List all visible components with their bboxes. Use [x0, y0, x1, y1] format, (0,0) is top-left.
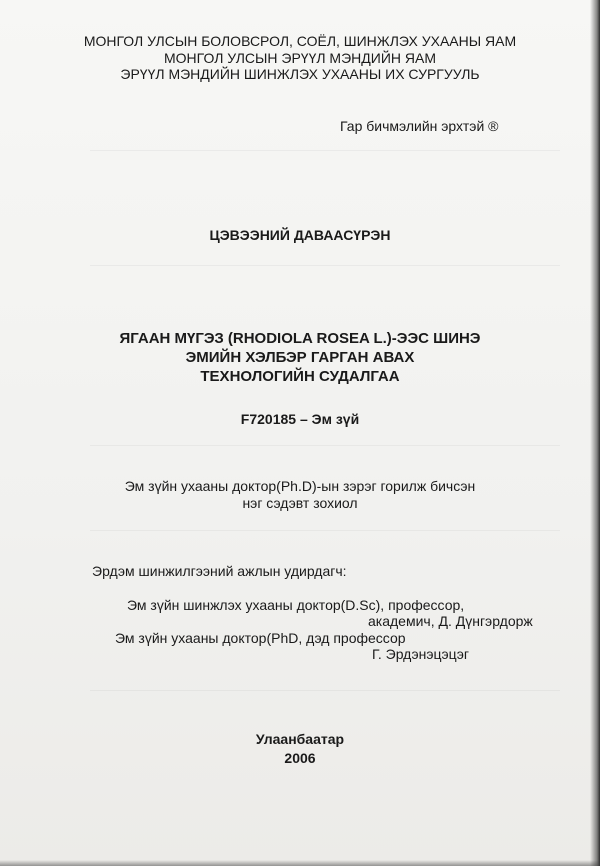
copyright-note: Гар бичмэлийн эрхтэй ®: [340, 118, 499, 134]
supervisor-1-title: Эм зүйн шинжлэх ухааны доктор(D.Sc), профессор,: [127, 597, 465, 613]
header-university: ЭРҮҮЛ МЭНДИЙН ШИНЖЛЭХ УХААНЫ ИХ СУРГУУЛЬ: [120, 66, 480, 82]
supervisor-1-name: академич, Д. Дүнгэрдорж: [368, 613, 533, 629]
title-line-2: ЭМИЙН ХЭЛБЭР ГАРГАН АВАХ: [185, 349, 415, 366]
author-name: ЦЭВЭЭНИЙ ДАВААСҮРЭН: [209, 227, 391, 243]
year: 2006: [284, 750, 316, 766]
supervisors-heading: Эрдэм шинжилгээний ажлын удирдагч:: [92, 563, 347, 579]
supervisor-2-name: Г. Эрдэнэцэцэг: [372, 646, 469, 662]
bleed-line: [90, 530, 560, 531]
degree-line-2: нэг сэдэвт зохиол: [242, 495, 358, 511]
specialty-code: F720185 – Эм зүй: [240, 411, 360, 427]
bleed-line: [90, 445, 560, 446]
supervisor-2-title: Эм зүйн ухааны доктор(PhD, дэд профессор: [115, 630, 406, 646]
place: Улаанбаатар: [255, 731, 345, 747]
scan-bottom-shadow: [0, 860, 600, 866]
bleed-line: [90, 690, 560, 691]
header-ministry-health: МОНГОЛ УЛСЫН ЭРҮҮЛ МЭНДИЙН ЯАМ: [164, 50, 436, 66]
title-line-1: ЯГААН МҮГЭЗ (RHODIOLA ROSEA L.)-ЭЭС ШИНЭ: [119, 330, 481, 347]
title-line-3: ТЕХНОЛОГИЙН СУДАЛГАА: [200, 368, 400, 385]
scan-edge-shadow: [590, 0, 600, 866]
bleed-line: [90, 150, 560, 151]
header-ministry-education: МОНГОЛ УЛСЫН БОЛОВСРОЛ, СОЁЛ, ШИНЖЛЭХ УХААНЫ ЯАМ: [83, 33, 517, 49]
bleed-line: [90, 265, 560, 266]
degree-line-1: Эм зүйн ухааны доктор(Ph.D)-ын зэрэг горилж бичсэн: [124, 478, 476, 494]
